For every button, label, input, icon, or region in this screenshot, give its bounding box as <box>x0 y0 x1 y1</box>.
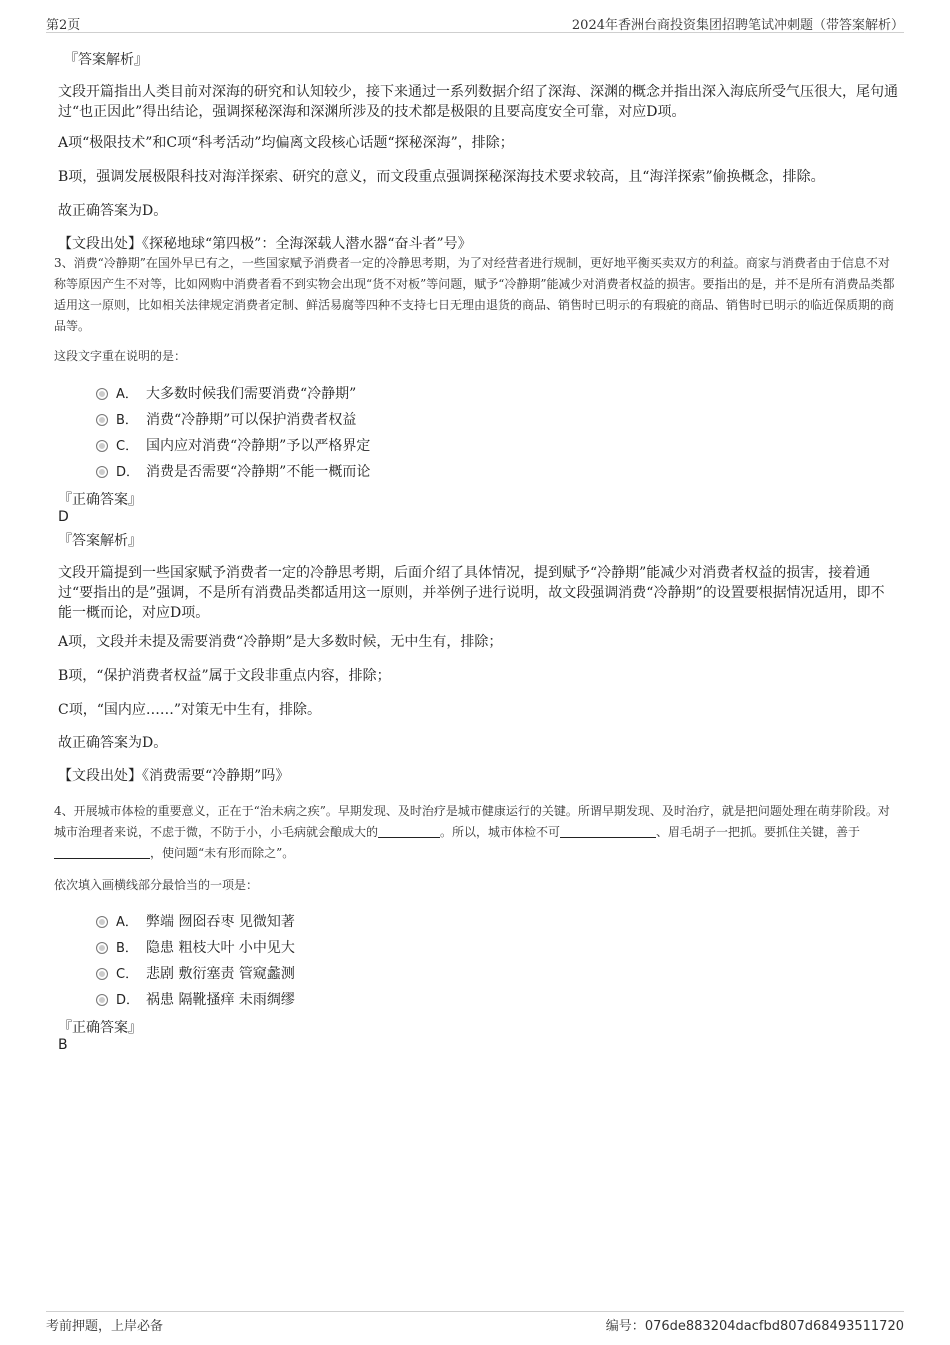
footer-slogan: 考前押题，上岸必备 <box>46 1319 164 1334</box>
q4-option-b[interactable]: B． 隐患 粗枝大叶 小中见大 <box>96 938 295 959</box>
q3-analysis-paragraph-3: B项，“保护消费者权益”属于文段非重点内容，排除； <box>58 668 391 684</box>
q3-option-d[interactable]: D． 消费是否需要“冷静期”不能一概而论 <box>96 462 370 483</box>
q3-analysis-paragraph-1: 文段开篇提到一些国家赋予消费者一定的冷静思考期，后面介绍了具体情况，提到赋予“冷静期”能减少对消费者权益的损害，接着通过“要指出的是”强调，不是所有消费品类都适用这一原则，并举例子进行说明，故文段强调消费“冷静期”的设置要根据情况适用，即不能一概而论，对应D项。 <box>58 565 885 621</box>
document-code: 编号：076de883204dacfbd807d68493511720 <box>605 1319 904 1334</box>
q4-blank-1 <box>378 825 440 838</box>
q3-option-b[interactable]: B． 消费“冷静期”可以保护消费者权益 <box>96 410 356 431</box>
q3-answer-label: 『正确答案』 <box>58 492 142 508</box>
radio-icon[interactable] <box>96 942 108 954</box>
q4-option-a[interactable]: A． 弊端 囫囵吞枣 见微知著 <box>96 912 295 933</box>
q2-conclusion: 故正确答案为D。 <box>58 203 168 219</box>
radio-icon[interactable] <box>96 388 108 400</box>
q4-blank-3 <box>54 846 150 859</box>
q3-conclusion: 故正确答案为D。 <box>58 735 168 751</box>
q2-analysis-paragraph-2: A项“极限技术”和C项“科考活动”均偏离文段核心话题“探秘深海”，排除； <box>58 135 514 151</box>
q3-question: 这段文字重在说明的是： <box>54 349 187 363</box>
q2-analysis-paragraph-3: B项，强调发展极限科技对海洋探索、研究的意义，而文段重点强调探秘深海技术要求较高，且“海洋探索”偷换概念，排除。 <box>58 169 825 185</box>
q4-option-d[interactable]: D． 祸患 隔靴搔痒 未雨绸缪 <box>96 990 295 1011</box>
page-header <box>46 14 904 33</box>
q3-analysis-label: 『答案解析』 <box>58 533 142 549</box>
page-footer <box>46 1311 904 1334</box>
q4-answer-label: 『正确答案』 <box>58 1020 142 1036</box>
radio-icon[interactable] <box>96 414 108 426</box>
radio-icon[interactable] <box>96 968 108 980</box>
q3-answer: D <box>58 509 69 525</box>
radio-icon[interactable] <box>96 466 108 478</box>
q3-analysis-paragraph-4: C项，“国内应……”对策无中生有，排除。 <box>58 702 322 718</box>
q2-analysis-label: 『答案解析』 <box>64 52 148 68</box>
q4-stem: 4、开展城市体检的重要意义，正在于“治未病之疾”。早期发现、及时治疗是城市健康运行的关键。所谓早期发现、及时治疗，就是把问题处理在萌芽阶段。对城市治理者来说，不虑于微，不防于小，小毛病就会酿成大的 。所以，城市体检不可 、眉毛胡子一把抓。要抓住关键，善于，使问题“未有形而除之”。 <box>54 804 890 860</box>
q2-source: 【文段出处】《探秘地球“第四极”：全海深载人潜水器“奋斗者”号》 <box>58 236 472 252</box>
radio-icon[interactable] <box>96 440 108 452</box>
page-number: 第2页 <box>46 18 81 33</box>
q3-option-a[interactable]: A． 大多数时候我们需要消费“冷静期” <box>96 384 356 405</box>
q4-answer: B <box>58 1037 68 1053</box>
q4-blank-2 <box>560 825 656 838</box>
q4-option-c[interactable]: C． 悲剧 敷衍塞责 管窥蠡测 <box>96 964 295 985</box>
q3-source: 【文段出处】《消费需要“冷静期”吗》 <box>58 768 290 784</box>
document-title: 2024年香洲台商投资集团招聘笔试冲刺题（带答案解析） <box>571 18 904 33</box>
radio-icon[interactable] <box>96 916 108 928</box>
q3-analysis-paragraph-2: A项，文段并未提及需要消费“冷静期”是大多数时候，无中生有，排除； <box>58 634 503 650</box>
q3-option-c[interactable]: C． 国内应对消费“冷静期”予以严格界定 <box>96 436 370 457</box>
q3-stem: 3、消费“冷静期”在国外早已有之，一些国家赋予消费者一定的冷静思考期，为了对经营者进行规制，更好地平衡买卖双方的利益。商家与消费者由于信息不对称等原因产生不对等，比如网购中消费者看不到实物会出现“货不对板”等问题，赋予“冷静期”能减少对消费者权益的损害。要指出的是，并不是所有消费品类都适用这一原则，比如相关法律规定消费者定制、鲜活易腐等四种不支持七日无理由退货的商品、销售时已明示的有瑕疵的商品、销售时已明示的临近保质期的商品等。 <box>54 256 895 333</box>
q2-analysis-paragraph-1: 文段开篇指出人类目前对深海的研究和认知较少，接下来通过一系列数据介绍了深海、深渊的概念并指出深入海底所受气压很大，尾句通过“也正因此”得出结论，强调探秘深海和深渊所涉及的技术都是极限的且要高度安全可靠，对应D项。 <box>58 84 898 120</box>
q4-question: 依次填入画横线部分最恰当的一项是： <box>54 878 259 892</box>
radio-icon[interactable] <box>96 994 108 1006</box>
